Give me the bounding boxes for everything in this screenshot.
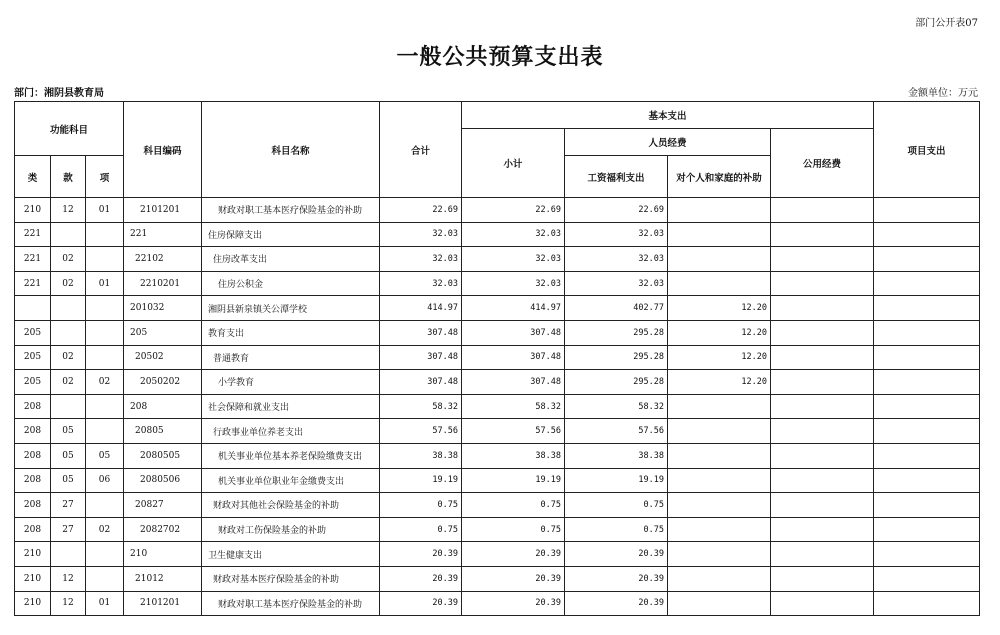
cell-subsidy xyxy=(668,247,771,272)
cell-total: 307.48 xyxy=(380,370,462,395)
cell-subsidy xyxy=(668,222,771,247)
table-row xyxy=(15,247,980,272)
cell-kuan xyxy=(51,542,86,567)
cell-public xyxy=(771,493,874,518)
table-body xyxy=(15,198,980,616)
cell-total: 32.03 xyxy=(380,247,462,272)
cell-subtotal: 307.48 xyxy=(462,320,565,345)
table-row xyxy=(15,271,980,296)
cell-project xyxy=(874,468,980,493)
cell-subsidy xyxy=(668,566,771,591)
cell-project xyxy=(874,443,980,468)
table-row xyxy=(15,198,980,223)
cell-kuan: 02 xyxy=(51,247,86,272)
cell-subtotal: 38.38 xyxy=(462,443,565,468)
cell-project xyxy=(874,271,980,296)
cell-wages: 20.39 xyxy=(565,566,668,591)
cell-public xyxy=(771,419,874,444)
header-public: 公用经费 xyxy=(771,129,874,198)
cell-name: 机关事业单位职业年金缴费支出 xyxy=(202,468,380,493)
cell-project xyxy=(874,370,980,395)
cell-public xyxy=(771,591,874,616)
cell-lei: 208 xyxy=(15,394,51,419)
cell-subsidy xyxy=(668,591,771,616)
cell-subtotal: 32.03 xyxy=(462,247,565,272)
form-number: 部门公开表07 xyxy=(915,18,978,29)
cell-wages: 57.56 xyxy=(565,419,668,444)
cell-wages: 20.39 xyxy=(565,591,668,616)
cell-name: 住房改革支出 xyxy=(202,247,380,272)
table-row xyxy=(15,542,980,567)
cell-xiang xyxy=(86,566,124,591)
cell-project xyxy=(874,198,980,223)
cell-lei: 210 xyxy=(15,566,51,591)
cell-total: 57.56 xyxy=(380,419,462,444)
cell-kuan: 27 xyxy=(51,493,86,518)
cell-code: 20805 xyxy=(124,419,202,444)
cell-subtotal: 19.19 xyxy=(462,468,565,493)
table-row xyxy=(15,591,980,616)
cell-kuan xyxy=(51,296,86,321)
cell-lei xyxy=(15,296,51,321)
cell-subtotal: 57.56 xyxy=(462,419,565,444)
cell-name: 财政对职工基本医疗保险基金的补助 xyxy=(202,591,380,616)
cell-project xyxy=(874,517,980,542)
header-kuan: 款 xyxy=(51,156,86,198)
cell-name: 财政对其他社会保险基金的补助 xyxy=(202,493,380,518)
cell-subsidy xyxy=(668,394,771,419)
cell-subsidy: 12.20 xyxy=(668,345,771,370)
cell-kuan: 12 xyxy=(51,198,86,223)
cell-lei: 208 xyxy=(15,493,51,518)
cell-wages: 402.77 xyxy=(565,296,668,321)
cell-wages: 20.39 xyxy=(565,542,668,567)
cell-subsidy: 12.20 xyxy=(668,320,771,345)
cell-subsidy xyxy=(668,419,771,444)
cell-subsidy xyxy=(668,517,771,542)
cell-xiang xyxy=(86,320,124,345)
cell-name: 住房保障支出 xyxy=(202,222,380,247)
cell-project xyxy=(874,493,980,518)
table-row xyxy=(15,394,980,419)
cell-public xyxy=(771,468,874,493)
cell-total: 22.69 xyxy=(380,198,462,223)
cell-total: 307.48 xyxy=(380,345,462,370)
cell-project xyxy=(874,542,980,567)
cell-code: 2080505 xyxy=(124,443,202,468)
cell-name: 住房公积金 xyxy=(202,271,380,296)
cell-xiang: 01 xyxy=(86,271,124,296)
cell-subtotal: 414.97 xyxy=(462,296,565,321)
cell-kuan xyxy=(51,394,86,419)
table-row xyxy=(15,222,980,247)
cell-wages: 38.38 xyxy=(565,443,668,468)
cell-code: 208 xyxy=(124,394,202,419)
cell-project xyxy=(874,222,980,247)
cell-subtotal: 307.48 xyxy=(462,370,565,395)
cell-name: 机关事业单位基本养老保险缴费支出 xyxy=(202,443,380,468)
cell-total: 20.39 xyxy=(380,566,462,591)
cell-total: 20.39 xyxy=(380,542,462,567)
cell-wages: 19.19 xyxy=(565,468,668,493)
cell-code: 20502 xyxy=(124,345,202,370)
cell-wages: 58.32 xyxy=(565,394,668,419)
cell-code: 205 xyxy=(124,320,202,345)
cell-subtotal: 22.69 xyxy=(462,198,565,223)
cell-name: 教育支出 xyxy=(202,320,380,345)
header-name: 科目名称 xyxy=(202,102,380,198)
cell-kuan: 12 xyxy=(51,591,86,616)
cell-subtotal: 307.48 xyxy=(462,345,565,370)
header-basic: 基本支出 xyxy=(462,102,874,129)
cell-xiang xyxy=(86,419,124,444)
cell-subtotal: 58.32 xyxy=(462,394,565,419)
expenditure-table xyxy=(14,101,980,616)
cell-kuan: 05 xyxy=(51,468,86,493)
cell-subsidy xyxy=(668,542,771,567)
cell-project xyxy=(874,345,980,370)
cell-code: 2101201 xyxy=(124,591,202,616)
cell-total: 20.39 xyxy=(380,591,462,616)
cell-code: 2101201 xyxy=(124,198,202,223)
cell-project xyxy=(874,591,980,616)
cell-name: 湘阴县新泉镇关公潭学校 xyxy=(202,296,380,321)
cell-subtotal: 20.39 xyxy=(462,591,565,616)
cell-xiang: 01 xyxy=(86,198,124,223)
cell-subtotal: 20.39 xyxy=(462,566,565,591)
cell-name: 财政对职工基本医疗保险基金的补助 xyxy=(202,198,380,223)
cell-xiang xyxy=(86,222,124,247)
header-subtotal: 小计 xyxy=(462,129,565,198)
header-wages: 工资福利支出 xyxy=(565,156,668,198)
cell-code: 2210201 xyxy=(124,271,202,296)
header-total: 合计 xyxy=(380,102,462,198)
cell-xiang xyxy=(86,247,124,272)
cell-subtotal: 0.75 xyxy=(462,517,565,542)
cell-lei: 205 xyxy=(15,320,51,345)
cell-public xyxy=(771,394,874,419)
table-row xyxy=(15,320,980,345)
cell-subsidy xyxy=(668,443,771,468)
cell-public xyxy=(771,296,874,321)
header-project: 项目支出 xyxy=(874,102,980,198)
cell-kuan xyxy=(51,320,86,345)
header-lei: 类 xyxy=(15,156,51,198)
cell-public xyxy=(771,517,874,542)
cell-total: 0.75 xyxy=(380,493,462,518)
cell-public xyxy=(771,370,874,395)
cell-kuan: 27 xyxy=(51,517,86,542)
cell-lei: 221 xyxy=(15,222,51,247)
page-title: 一般公共预算支出表 xyxy=(396,44,604,70)
cell-name: 小学教育 xyxy=(202,370,380,395)
cell-total: 414.97 xyxy=(380,296,462,321)
cell-kuan: 02 xyxy=(51,271,86,296)
cell-subsidy: 12.20 xyxy=(668,296,771,321)
cell-public xyxy=(771,443,874,468)
cell-kuan: 02 xyxy=(51,370,86,395)
cell-lei: 205 xyxy=(15,345,51,370)
cell-kuan xyxy=(51,222,86,247)
cell-project xyxy=(874,296,980,321)
cell-total: 32.03 xyxy=(380,271,462,296)
cell-code: 210 xyxy=(124,542,202,567)
header-func-subject: 功能科目 xyxy=(15,102,124,156)
cell-public xyxy=(771,320,874,345)
cell-xiang: 06 xyxy=(86,468,124,493)
header-personnel: 人员经费 xyxy=(565,129,771,156)
table-row xyxy=(15,370,980,395)
cell-kuan: 05 xyxy=(51,443,86,468)
header-xiang: 项 xyxy=(86,156,124,198)
table-row xyxy=(15,345,980,370)
cell-xiang xyxy=(86,296,124,321)
cell-wages: 32.03 xyxy=(565,247,668,272)
cell-name: 财政对工伤保险基金的补助 xyxy=(202,517,380,542)
cell-subsidy: 12.20 xyxy=(668,370,771,395)
cell-total: 58.32 xyxy=(380,394,462,419)
cell-xiang xyxy=(86,493,124,518)
cell-xiang xyxy=(86,542,124,567)
cell-code: 2082702 xyxy=(124,517,202,542)
cell-subtotal: 20.39 xyxy=(462,542,565,567)
cell-lei: 208 xyxy=(15,468,51,493)
cell-subsidy xyxy=(668,468,771,493)
table-row xyxy=(15,517,980,542)
cell-wages: 295.28 xyxy=(565,320,668,345)
table-row xyxy=(15,468,980,493)
cell-code: 201032 xyxy=(124,296,202,321)
cell-lei: 208 xyxy=(15,419,51,444)
cell-xiang: 02 xyxy=(86,370,124,395)
cell-public xyxy=(771,542,874,567)
cell-project xyxy=(874,394,980,419)
cell-code: 2050202 xyxy=(124,370,202,395)
cell-kuan: 12 xyxy=(51,566,86,591)
cell-public xyxy=(771,345,874,370)
cell-subsidy xyxy=(668,271,771,296)
cell-total: 19.19 xyxy=(380,468,462,493)
cell-subtotal: 0.75 xyxy=(462,493,565,518)
cell-kuan: 02 xyxy=(51,345,86,370)
cell-code: 20827 xyxy=(124,493,202,518)
cell-wages: 22.69 xyxy=(565,198,668,223)
cell-public xyxy=(771,247,874,272)
cell-total: 307.48 xyxy=(380,320,462,345)
cell-code: 2080506 xyxy=(124,468,202,493)
cell-project xyxy=(874,419,980,444)
cell-xiang: 05 xyxy=(86,443,124,468)
cell-lei: 205 xyxy=(15,370,51,395)
cell-xiang xyxy=(86,345,124,370)
cell-project xyxy=(874,247,980,272)
cell-wages: 32.03 xyxy=(565,222,668,247)
cell-name: 财政对基本医疗保险基金的补助 xyxy=(202,566,380,591)
table-row xyxy=(15,493,980,518)
cell-kuan: 05 xyxy=(51,419,86,444)
cell-wages: 0.75 xyxy=(565,493,668,518)
table-row xyxy=(15,419,980,444)
cell-name: 卫生健康支出 xyxy=(202,542,380,567)
cell-lei: 210 xyxy=(15,591,51,616)
cell-subtotal: 32.03 xyxy=(462,271,565,296)
cell-public xyxy=(771,222,874,247)
cell-wages: 295.28 xyxy=(565,345,668,370)
cell-wages: 32.03 xyxy=(565,271,668,296)
cell-project xyxy=(874,566,980,591)
cell-xiang: 02 xyxy=(86,517,124,542)
cell-xiang: 01 xyxy=(86,591,124,616)
header-subsidy: 对个人和家庭的补助 xyxy=(668,156,771,198)
cell-lei: 210 xyxy=(15,198,51,223)
cell-wages: 295.28 xyxy=(565,370,668,395)
cell-project xyxy=(874,320,980,345)
cell-public xyxy=(771,198,874,223)
cell-subsidy xyxy=(668,493,771,518)
cell-total: 32.03 xyxy=(380,222,462,247)
department-label: 部门：湘阴县教育局 xyxy=(14,88,104,99)
cell-lei: 221 xyxy=(15,271,51,296)
cell-lei: 208 xyxy=(15,517,51,542)
table-row xyxy=(15,443,980,468)
table-row xyxy=(15,566,980,591)
unit-label: 金额单位：万元 xyxy=(908,88,978,99)
cell-total: 38.38 xyxy=(380,443,462,468)
cell-subsidy xyxy=(668,198,771,223)
cell-name: 普通教育 xyxy=(202,345,380,370)
cell-public xyxy=(771,271,874,296)
cell-lei: 221 xyxy=(15,247,51,272)
cell-subtotal: 32.03 xyxy=(462,222,565,247)
cell-code: 221 xyxy=(124,222,202,247)
cell-total: 0.75 xyxy=(380,517,462,542)
cell-code: 22102 xyxy=(124,247,202,272)
cell-lei: 208 xyxy=(15,443,51,468)
cell-wages: 0.75 xyxy=(565,517,668,542)
cell-public xyxy=(771,566,874,591)
table-row xyxy=(15,296,980,321)
cell-code: 21012 xyxy=(124,566,202,591)
header-code: 科目编码 xyxy=(124,102,202,198)
cell-name: 社会保障和就业支出 xyxy=(202,394,380,419)
cell-name: 行政事业单位养老支出 xyxy=(202,419,380,444)
cell-lei: 210 xyxy=(15,542,51,567)
cell-xiang xyxy=(86,394,124,419)
